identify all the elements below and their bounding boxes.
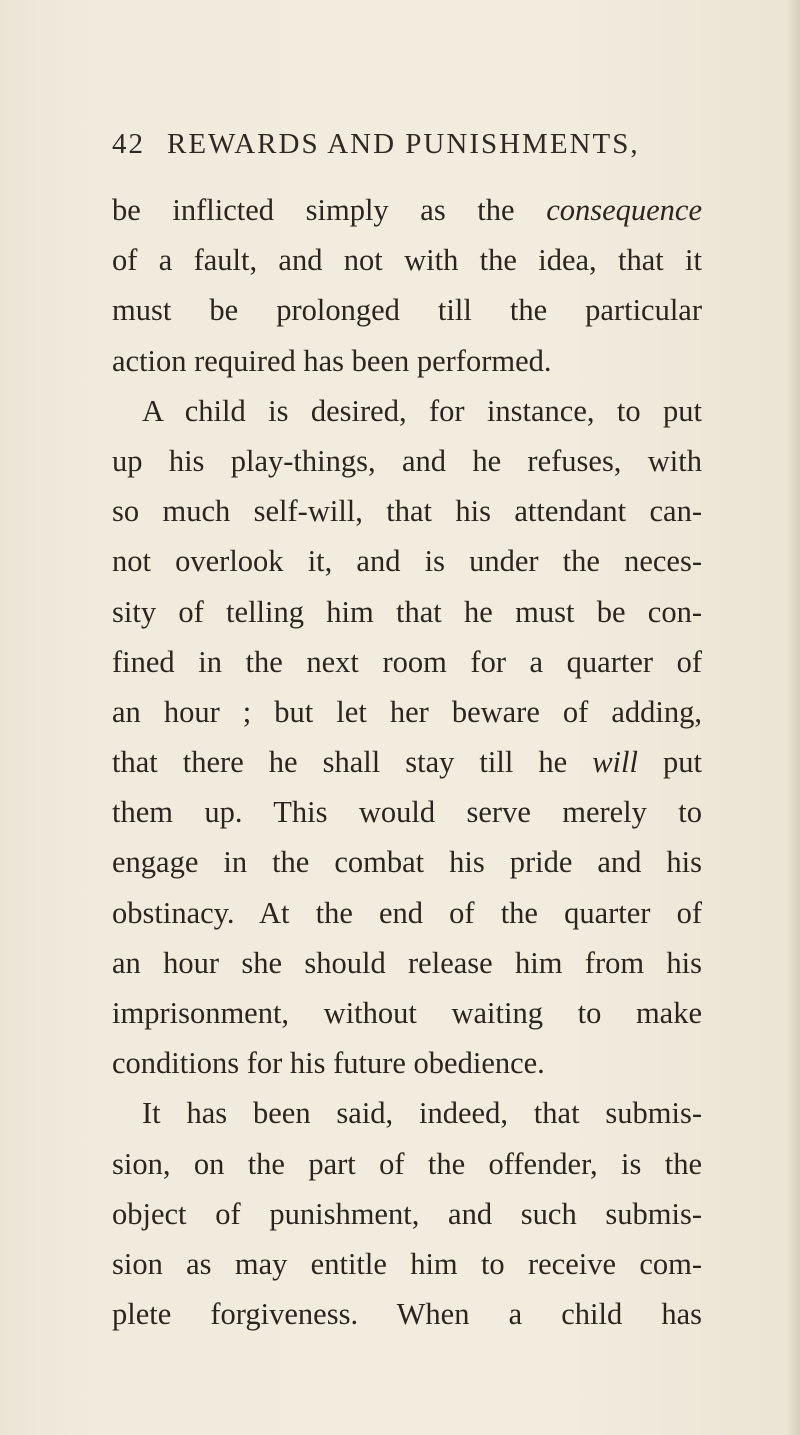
- text-line: sion, on the part of the offender, is the: [112, 1146, 702, 1181]
- page-header: [112, 128, 712, 172]
- running-head: REWARDS AND PUNISHMENTS,: [167, 128, 640, 160]
- text-line: them up. This would serve merely to: [112, 795, 702, 830]
- page-number: 42: [112, 128, 145, 160]
- emphasis: consequence: [546, 193, 702, 227]
- text-line: sion as may entitle him to receive com-: [112, 1246, 702, 1281]
- text-line: sity of telling him that he must be con-: [112, 594, 702, 629]
- text-line: engage in the combat his pride and his: [112, 845, 702, 880]
- text-line: that there he shall stay till he will put: [112, 745, 702, 780]
- text-line: imprisonment, without waiting to make: [112, 996, 702, 1030]
- body-text: [112, 185, 702, 1339]
- text-line: fined in the next room for a quarter of: [112, 644, 702, 679]
- text-line: A child is desired, for instance, to put: [142, 393, 702, 428]
- text-line: so much self-will, that his attendant can-: [112, 494, 702, 529]
- text-line: obstinacy. At the end of the quarter of: [112, 895, 702, 930]
- text-line: up his play-things, and he refuses, with: [112, 443, 702, 478]
- text-line: an hour ; but let her beware of adding,: [112, 694, 702, 729]
- page-edge-shadow: [786, 0, 800, 1435]
- text-line: conditions for his future obedience.: [112, 1046, 545, 1081]
- text-line: It has been said, indeed, that submis-: [142, 1096, 702, 1131]
- text-line: be inflicted simply as the consequence: [112, 193, 702, 227]
- text-line: plete forgiveness. When a child has: [112, 1297, 702, 1332]
- text-line: must be prolonged till the particular: [112, 293, 702, 328]
- emphasis: will: [592, 745, 638, 780]
- text-line: action required has been performed.: [112, 343, 552, 378]
- text-line: object of punishment, and such submis-: [112, 1196, 702, 1231]
- text-line: of a fault, and not with the idea, that it: [112, 243, 702, 278]
- text-line: not overlook it, and is under the neces-: [112, 544, 702, 579]
- text-line: an hour she should release him from his: [112, 945, 702, 980]
